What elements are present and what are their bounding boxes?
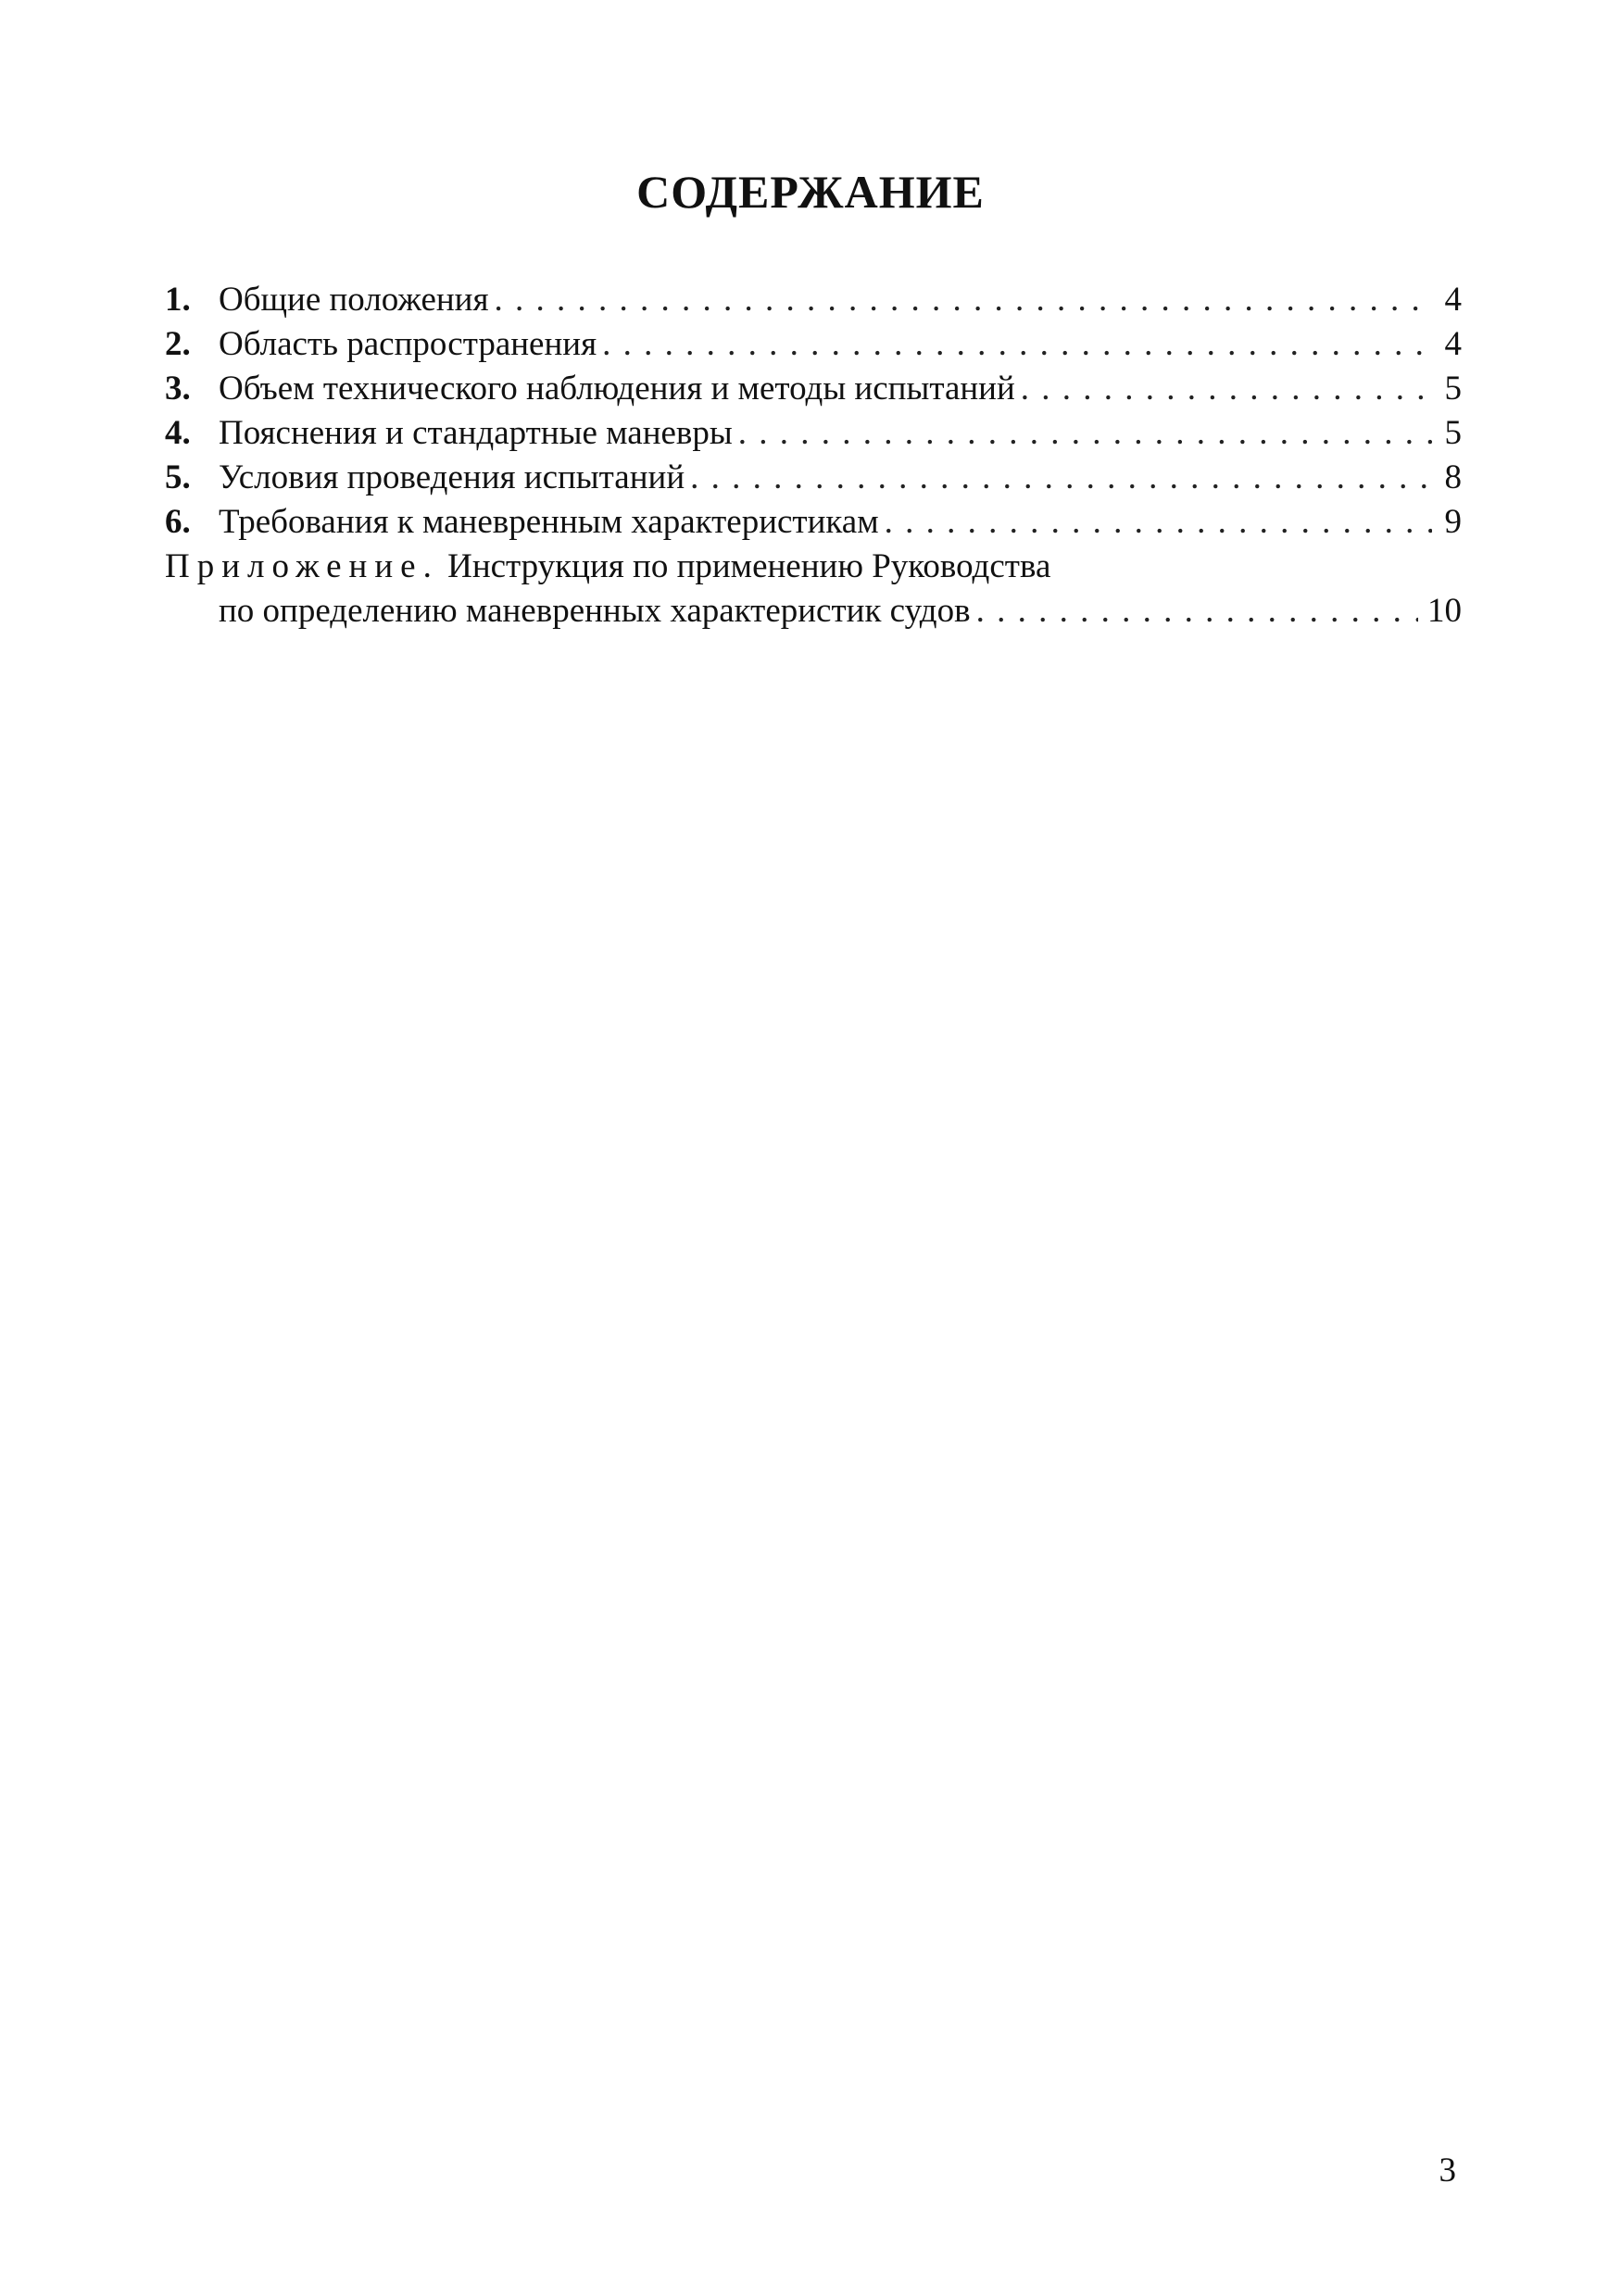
toc-entry-appendix-continued[interactable] [165, 589, 1462, 634]
toc-entry-number: 5. [165, 458, 191, 496]
appendix-title-line1: Инструкция по применению Руководства [447, 547, 1051, 585]
toc-entry-page: 4 [1444, 281, 1462, 319]
page-number: 3 [1439, 2152, 1456, 2189]
toc-entry-number: 6. [165, 503, 191, 541]
toc-entry-title: Область распространения [219, 325, 597, 363]
toc-entry-page: 8 [1444, 458, 1462, 496]
toc-entry-6[interactable] [165, 500, 1462, 545]
toc-entry-number: 4. [165, 414, 191, 452]
toc-entry-page: 5 [1444, 414, 1462, 452]
toc-entry-title: Пояснения и стандартные маневры [219, 414, 733, 452]
dot-leader [738, 411, 1432, 456]
toc-entry-title: Общие положения [219, 281, 489, 319]
toc-entry-title: Объем технического наблюдения и методы испытаний [219, 370, 1015, 408]
appendix-label: Приложение. [165, 547, 439, 585]
toc-entry-4[interactable] [165, 411, 1462, 456]
toc-entry-page: 5 [1444, 370, 1462, 408]
page-title: СОДЕРЖАНИЕ [636, 166, 985, 218]
appendix-title-line2: по определению маневренных характеристик судов [219, 592, 971, 630]
toc-entry-3[interactable] [165, 367, 1462, 411]
dot-leader [690, 456, 1432, 500]
dot-leader [494, 278, 1432, 322]
toc-entry-appendix[interactable] [165, 545, 1462, 589]
dot-leader [976, 589, 1418, 634]
dot-leader [885, 500, 1432, 545]
toc-entry-page: 9 [1444, 503, 1462, 541]
toc-entry-title: Требования к маневренным характеристикам [219, 503, 879, 541]
dot-leader [602, 322, 1432, 367]
dot-leader [1021, 367, 1432, 411]
toc-entry-number: 3. [165, 370, 191, 408]
toc-entry-1[interactable] [165, 278, 1462, 322]
toc-entry-number: 2. [165, 325, 191, 363]
table-of-contents [165, 278, 1462, 634]
toc-entry-page: 4 [1444, 325, 1462, 363]
toc-entry-number: 1. [165, 281, 191, 319]
appendix-page: 10 [1427, 592, 1462, 630]
toc-entry-2[interactable] [165, 322, 1462, 367]
toc-entry-5[interactable] [165, 456, 1462, 500]
toc-entry-title: Условия проведения испытаний [219, 458, 685, 496]
